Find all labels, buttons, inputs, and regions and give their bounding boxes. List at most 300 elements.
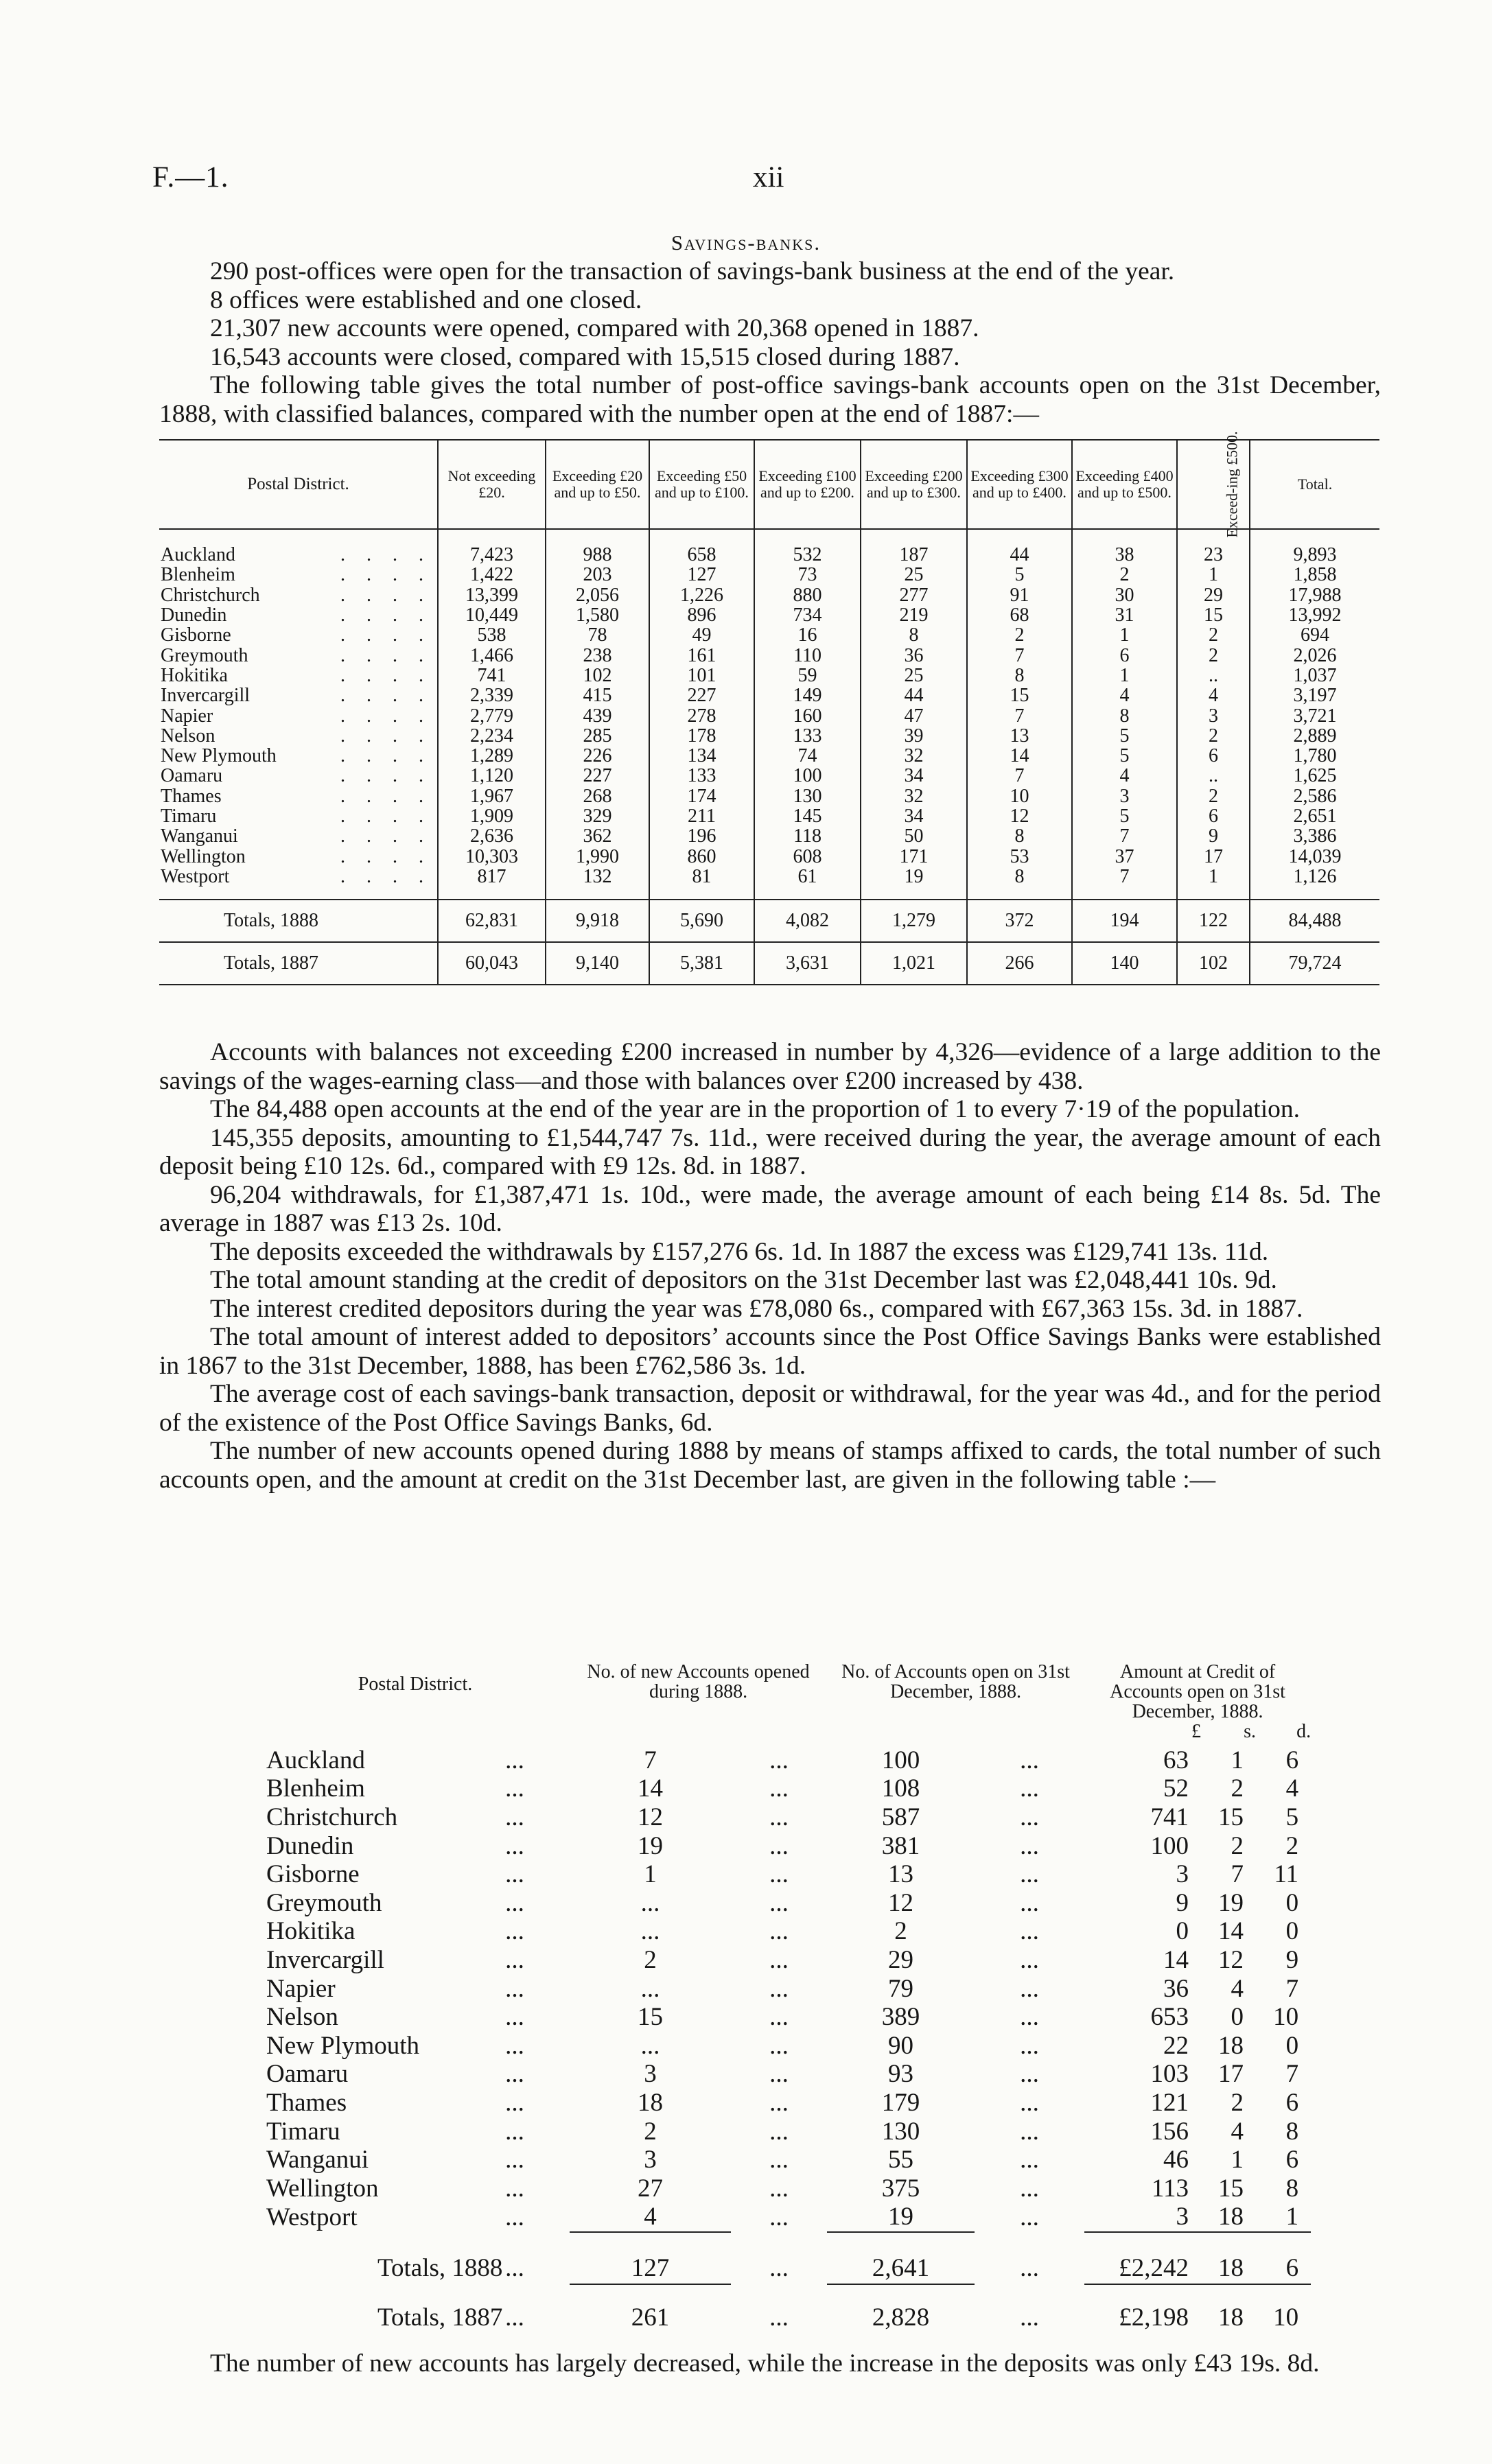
district-name: Greymouth: [266, 1888, 382, 1917]
dot-leader: ...: [505, 2254, 524, 2283]
district-label: Napier: [161, 705, 213, 726]
amount-pence: 4: [1285, 1774, 1299, 1803]
open-accounts: 55: [888, 2146, 914, 2174]
commentary-paragraph: Accounts with balances not exceeding £200 increased in number by 4,326—evidence of a large addition to the savings of the wages-earning class—and those with balances over £200 increased by 438.: [159, 1038, 1381, 1095]
cell-value: 3,721: [1250, 705, 1379, 725]
cell-value: 362: [546, 826, 649, 846]
cell-value: 1: [1072, 666, 1177, 685]
dot-leader: ...: [1020, 1803, 1039, 1831]
cell-value: 8: [861, 625, 967, 645]
amount-pence: 11: [1274, 1860, 1299, 1889]
cell-value: 2,056: [546, 585, 649, 605]
cell-value: 5: [1072, 806, 1177, 826]
totals-row: [159, 900, 1379, 942]
cell-value: 268: [546, 786, 649, 806]
amount-shillings: 4: [1231, 2117, 1244, 2146]
dot-leader: ...: [505, 1803, 524, 1831]
column-header: Exceeding £200 and up to £300.: [861, 440, 967, 529]
cell-value: 2,651: [1250, 806, 1379, 826]
district-label: Gisborne: [161, 625, 231, 646]
table-row: [261, 2117, 1311, 2146]
district-label: Thames: [161, 786, 222, 806]
amount-shillings: 17: [1218, 2060, 1244, 2089]
cell-value: 8: [1072, 705, 1177, 725]
dot-leader: ...: [1020, 2146, 1039, 2174]
amount-pence: 8: [1285, 2174, 1299, 2203]
dot-leader: ...: [505, 1974, 524, 2003]
amount-pounds: 36: [1163, 1974, 1189, 2003]
cell-value: 7: [1072, 826, 1177, 846]
cell-value: 74: [754, 746, 861, 766]
district-name: Wanganui: [266, 2146, 369, 2174]
amount-shillings: 2: [1231, 1831, 1244, 1860]
cell-value: 658: [649, 529, 754, 565]
open-accounts: 375: [881, 2174, 920, 2203]
cell-value: 3: [1072, 786, 1177, 806]
amount-shillings: 15: [1218, 2174, 1244, 2203]
district-label: Blenheim: [161, 565, 235, 585]
cell-value: 23: [1177, 529, 1250, 565]
cell-value: 31: [1072, 605, 1177, 625]
dot-leader: . . . .: [340, 766, 432, 786]
column-header-label: Exceed-ing £500.: [1223, 431, 1241, 538]
cell-value: 2,339: [438, 685, 546, 705]
open-accounts: 90: [888, 2031, 914, 2060]
dot-leader: ...: [1020, 1888, 1039, 1917]
cell-value: 4: [1177, 685, 1250, 705]
amount-shillings: 1: [1231, 2146, 1244, 2174]
cell-value: 1,120: [438, 766, 546, 786]
amount-pence: 9: [1285, 1945, 1299, 1974]
cell-value: 91: [967, 585, 1072, 605]
unit-label: d.: [1296, 1721, 1312, 1742]
dot-leader: ...: [1020, 2060, 1039, 2089]
new-accounts: ...: [640, 1974, 660, 2003]
column-header: Amount at Credit of Accounts open on 31st December, 1888.: [1110, 1661, 1285, 1722]
cell-value: 329: [546, 806, 649, 826]
cell-value: 73: [754, 565, 861, 585]
cell-value: 8: [967, 826, 1072, 846]
total-value: 140: [1072, 942, 1177, 985]
amount-pence: 10: [1256, 2284, 1311, 2333]
dot-leader: ...: [1020, 1945, 1039, 1974]
dot-leader: ...: [769, 1917, 789, 1946]
district-name: [159, 685, 438, 705]
new-accounts: 12: [638, 1803, 664, 1831]
table-row: [159, 666, 1379, 685]
total-value: 79,724: [1250, 942, 1379, 985]
dot-leader: ...: [769, 2146, 789, 2174]
cell-value: 29: [1177, 585, 1250, 605]
dot-leader: ...: [769, 2254, 789, 2283]
district-name: Westport: [266, 2203, 358, 2231]
cell-value: 608: [754, 846, 861, 866]
open-accounts: 29: [888, 1945, 914, 1974]
cell-value: 5: [1072, 726, 1177, 746]
cell-value: 134: [649, 746, 754, 766]
intro-paragraphs: [159, 257, 1381, 428]
dot-leader: ...: [1020, 1746, 1039, 1774]
column-header: [1177, 431, 1250, 538]
amount-pounds: 100: [1150, 1831, 1189, 1860]
cell-value: 2,026: [1250, 645, 1379, 665]
district-name: [159, 666, 438, 685]
district-name: [159, 585, 438, 605]
district-name: [159, 705, 438, 725]
totals-label: Totals, 1888: [159, 900, 438, 942]
amount-pounds: 741: [1150, 1803, 1189, 1831]
cell-value: 78: [546, 625, 649, 645]
cell-value: 178: [649, 726, 754, 746]
cell-value: 2: [1177, 645, 1250, 665]
amount-shillings: 2: [1231, 1774, 1244, 1803]
district-name: [159, 746, 438, 766]
district-name: [159, 645, 438, 665]
dot-leader: ...: [505, 1831, 524, 1860]
dot-leader: ...: [1020, 2174, 1039, 2203]
cell-value: 13,399: [438, 585, 546, 605]
cell-value: 127: [649, 565, 754, 585]
cell-value: 1,909: [438, 806, 546, 826]
table-row: [261, 2089, 1311, 2117]
table-row: [159, 685, 1379, 705]
dot-leader: ...: [505, 2088, 524, 2117]
cell-value: 133: [649, 766, 754, 786]
district-label: Dunedin: [161, 605, 227, 626]
cell-value: 5: [967, 565, 1072, 585]
cell-value: 14: [967, 746, 1072, 766]
cell-value: 277: [861, 585, 967, 605]
cell-value: 211: [649, 806, 754, 826]
dot-leader: . . . .: [340, 806, 432, 827]
dot-leader: ...: [1020, 1974, 1039, 2003]
amount-pounds: 52: [1163, 1774, 1189, 1803]
intro-paragraph: 21,307 new accounts were opened, compared with 20,368 opened in 1887.: [210, 314, 979, 342]
dot-leader: . . . .: [340, 866, 432, 887]
cell-value: 13,992: [1250, 605, 1379, 625]
cell-value: 227: [546, 766, 649, 786]
district-name: [159, 726, 438, 746]
table-row: [261, 2061, 1311, 2089]
table-row: [159, 766, 1379, 786]
table-row: [261, 1803, 1311, 1832]
cell-value: 15: [967, 685, 1072, 705]
cell-value: 32: [861, 786, 967, 806]
district-name: Hokitika: [266, 1917, 355, 1946]
amount-pence: 6: [1285, 1746, 1299, 1774]
district-label: Westport: [161, 866, 230, 887]
dot-leader: . . . .: [340, 685, 432, 706]
cell-value: 12: [967, 806, 1072, 826]
units-spacer: [261, 1722, 1084, 1742]
new-accounts: 1: [644, 1860, 657, 1889]
cell-value: 7,423: [438, 529, 546, 565]
dot-leader: ...: [769, 1831, 789, 1860]
cell-value: 171: [861, 846, 967, 866]
district-label: New Plymouth: [161, 745, 277, 766]
table-row: [261, 2203, 1311, 2233]
unit-label: s.: [1244, 1721, 1257, 1742]
total-value: 5,690: [649, 900, 754, 942]
cell-value: 17,988: [1250, 585, 1379, 605]
dot-leader: ...: [769, 1945, 789, 1974]
dot-leader: ...: [769, 1974, 789, 2003]
cell-value: 102: [546, 666, 649, 685]
amount-pounds: 3: [1176, 1860, 1189, 1889]
closing-text: The number of new accounts has largely decreased, while the increase in the deposits was only £43 19s. 8d.: [210, 2349, 1320, 2378]
cell-value: 2: [1177, 786, 1250, 806]
open-accounts: 381: [881, 1831, 920, 1860]
table-row: [159, 846, 1379, 866]
dot-leader: ...: [505, 2117, 524, 2146]
district-name: [159, 766, 438, 786]
amount-shillings: 18: [1201, 2232, 1256, 2284]
commentary-paragraphs: [159, 1038, 1381, 1494]
new-accounts: 2: [644, 2117, 657, 2146]
cell-value: 10: [967, 786, 1072, 806]
dot-leader: . . . .: [340, 645, 432, 666]
total-value: 1,279: [861, 900, 967, 942]
commentary-paragraph: The number of new accounts opened during 1888 by means of stamps affixed to cards, the total number of such accounts open, and the amount at credit on the 31st December last, are given in the following table :—: [159, 1437, 1381, 1494]
cell-value: 3: [1177, 705, 1250, 725]
dot-leader: ...: [769, 1888, 789, 1917]
amount-pence: 2: [1285, 1831, 1299, 1860]
cell-value: 25: [861, 565, 967, 585]
column-header: No. of Accounts open on 31st December, 1888.: [841, 1661, 1070, 1702]
cell-value: 32: [861, 746, 967, 766]
amount-shillings: 1: [1231, 1746, 1244, 1774]
cell-value: 19: [861, 867, 967, 900]
dot-leader: . . . .: [340, 826, 432, 847]
table-row: [159, 529, 1379, 565]
district-name: [159, 565, 438, 585]
amount-pence: 0: [1285, 2031, 1299, 2060]
cell-value: 4: [1072, 685, 1177, 705]
cell-value: 50: [861, 826, 967, 846]
cell-value: 734: [754, 605, 861, 625]
cell-value: 415: [546, 685, 649, 705]
district-name: [159, 867, 438, 900]
amount-pounds: 14: [1163, 1945, 1189, 1974]
cell-value: 132: [546, 867, 649, 900]
cell-value: 1: [1177, 867, 1250, 900]
table-row: [261, 1832, 1311, 1861]
dot-leader: ...: [769, 2060, 789, 2089]
cell-value: 2,234: [438, 726, 546, 746]
table-row: [261, 1946, 1311, 1975]
cell-value: 101: [649, 666, 754, 685]
cell-value: 145: [754, 806, 861, 826]
cell-value: 161: [649, 645, 754, 665]
dot-leader: . . . .: [340, 725, 432, 746]
cell-value: 532: [754, 529, 861, 565]
total-value: 9,918: [546, 900, 649, 942]
cell-value: 1,126: [1250, 867, 1379, 900]
total-value: 4,082: [754, 900, 861, 942]
commentary-paragraph: The interest credited depositors during the year was £78,080 6s., compared with £67,363 15s. 3d. in 1887.: [210, 1294, 1303, 1323]
table-row: [261, 1860, 1311, 1889]
commentary-paragraph: The total amount standing at the credit of depositors on the 31st December last was £2,048,441 10s. 9d.: [210, 1266, 1277, 1294]
column-header: Exceeding £100 and up to £200.: [754, 440, 861, 529]
table-row: [159, 645, 1379, 665]
table-row: [261, 2146, 1311, 2174]
totals-row: [261, 2232, 1311, 2284]
cell-value: 694: [1250, 625, 1379, 645]
cell-value: 1: [1177, 565, 1250, 585]
cell-value: 7: [967, 766, 1072, 786]
cell-value: 7: [1072, 867, 1177, 900]
cell-value: 130: [754, 786, 861, 806]
cell-value: 285: [546, 726, 649, 746]
amount-pence: 8: [1285, 2117, 1299, 2146]
open-accounts: 2,828: [827, 2284, 975, 2333]
cell-value: 1,780: [1250, 746, 1379, 766]
dot-leader: ...: [505, 1860, 524, 1889]
cell-value: 39: [861, 726, 967, 746]
dot-leader: . . . .: [340, 745, 432, 766]
commentary-paragraph: 96,204 withdrawals, for £1,387,471 1s. 10d., were made, the average amount of each being £14 8s. 5d. The average in 1887 was £13 2s. 10d.: [159, 1180, 1381, 1237]
dot-leader: ...: [1020, 2254, 1039, 2283]
dot-leader: ...: [505, 1945, 524, 1974]
district-label: Invercargill: [161, 685, 250, 706]
report-code: F.—1.: [152, 161, 229, 193]
total-value: 372: [967, 900, 1072, 942]
dot-leader: . . . .: [340, 605, 432, 626]
cell-value: 36: [861, 645, 967, 665]
cell-value: 15: [1177, 605, 1250, 625]
amount-pence: 10: [1273, 2003, 1299, 2032]
cell-value: 110: [754, 645, 861, 665]
amount-pounds: £2,242: [1084, 2232, 1201, 2284]
cell-value: 880: [754, 585, 861, 605]
dot-leader: . . . .: [340, 786, 432, 806]
cell-value: 439: [546, 705, 649, 725]
column-header: Postal District.: [358, 1674, 473, 1695]
amount-pence: 0: [1285, 1917, 1299, 1946]
cell-value: 8: [967, 867, 1072, 900]
cell-value: 16: [754, 625, 861, 645]
dot-leader: ...: [1020, 1917, 1039, 1946]
dot-leader: ...: [769, 2174, 789, 2203]
cell-value: 38: [1072, 529, 1177, 565]
cell-value: 238: [546, 645, 649, 665]
district-name: Dunedin: [266, 1831, 354, 1860]
table-row: [159, 705, 1379, 725]
cell-value: ..: [1177, 766, 1250, 786]
dot-leader: ...: [505, 2203, 524, 2231]
district-name: New Plymouth: [266, 2031, 420, 2060]
amount-pence: 6: [1256, 2232, 1311, 2284]
amount-pounds: 46: [1163, 2146, 1189, 2174]
table-row: [159, 746, 1379, 766]
cell-value: 741: [438, 666, 546, 685]
district-label: Hokitika: [161, 665, 228, 686]
amount-shillings: 14: [1218, 1917, 1244, 1946]
total-value: 1,021: [861, 942, 967, 985]
new-accounts: 14: [638, 1774, 664, 1803]
district-name: Auckland: [266, 1746, 365, 1774]
column-header: Postal District.: [159, 440, 438, 529]
cell-value: 2,779: [438, 705, 546, 725]
cell-value: 149: [754, 685, 861, 705]
district-name: Wellington: [266, 2174, 379, 2203]
new-accounts: 2: [644, 1945, 657, 1974]
open-accounts: 13: [888, 1860, 914, 1889]
cell-value: 1,466: [438, 645, 546, 665]
cell-value: 6: [1072, 645, 1177, 665]
cell-value: 278: [649, 705, 754, 725]
cell-value: 160: [754, 705, 861, 725]
header-row: [261, 1662, 1311, 1722]
dot-leader: . . . .: [340, 585, 432, 605]
district-label: Timaru: [161, 806, 217, 827]
cell-value: 5: [1072, 746, 1177, 766]
amount-shillings: 18: [1218, 2031, 1244, 2060]
district-label: Greymouth: [161, 645, 248, 666]
cell-value: 34: [861, 806, 967, 826]
cell-value: 187: [861, 529, 967, 565]
amount-pounds: 9: [1176, 1888, 1189, 1917]
commentary-paragraph: The 84,488 open accounts at the end of the year are in the proportion of 1 to every 7·19 of the population.: [210, 1095, 1301, 1123]
section-title: Savings-banks.: [671, 231, 821, 255]
new-accounts: ...: [640, 2031, 660, 2060]
district-name: [159, 846, 438, 866]
dot-leader: . . . .: [340, 846, 432, 867]
cell-value: 25: [861, 666, 967, 685]
amount-shillings: 2: [1231, 2088, 1244, 2117]
district-label: Wanganui: [161, 826, 238, 847]
cell-value: 47: [861, 705, 967, 725]
amount-pounds: 653: [1150, 2003, 1189, 2032]
amount-pounds: 3: [1176, 2203, 1189, 2231]
dot-leader: . . . .: [340, 705, 432, 726]
total-value: 3,631: [754, 942, 861, 985]
cell-value: 10,303: [438, 846, 546, 866]
cell-value: 817: [438, 867, 546, 900]
cell-value: 68: [967, 605, 1072, 625]
amount-pounds: 22: [1163, 2031, 1189, 2060]
amount-pence: 6: [1285, 2088, 1299, 2117]
dot-leader: ...: [505, 2031, 524, 2060]
dot-leader: ...: [769, 2303, 789, 2332]
cell-value: 226: [546, 746, 649, 766]
table-row: [261, 2003, 1311, 2032]
column-header: Total.: [1250, 440, 1379, 529]
amount-shillings: 0: [1231, 2003, 1244, 2032]
cell-value: 49: [649, 625, 754, 645]
new-accounts: 7: [644, 1746, 657, 1774]
open-accounts: 2,641: [827, 2232, 975, 2284]
district-name: [159, 806, 438, 826]
district-name: [159, 826, 438, 846]
district-name: Timaru: [266, 2117, 340, 2146]
column-header: Exceeding £400 and up to £500.: [1072, 440, 1177, 529]
cell-value: 2: [1177, 726, 1250, 746]
dot-leader: ...: [505, 2146, 524, 2174]
cell-value: 7: [967, 705, 1072, 725]
total-value: 122: [1177, 900, 1250, 942]
cell-value: 61: [754, 867, 861, 900]
new-accounts: 15: [638, 2003, 664, 2032]
dot-leader: ...: [505, 2303, 524, 2332]
amount-pounds: 63: [1163, 1746, 1189, 1774]
total-value: 102: [1177, 942, 1250, 985]
open-accounts: 19: [888, 2203, 914, 2231]
column-header: Not exceeding £20.: [438, 440, 546, 529]
open-accounts: 389: [881, 2003, 920, 2032]
dot-leader: ...: [505, 1888, 524, 1917]
table-row: [159, 565, 1379, 585]
